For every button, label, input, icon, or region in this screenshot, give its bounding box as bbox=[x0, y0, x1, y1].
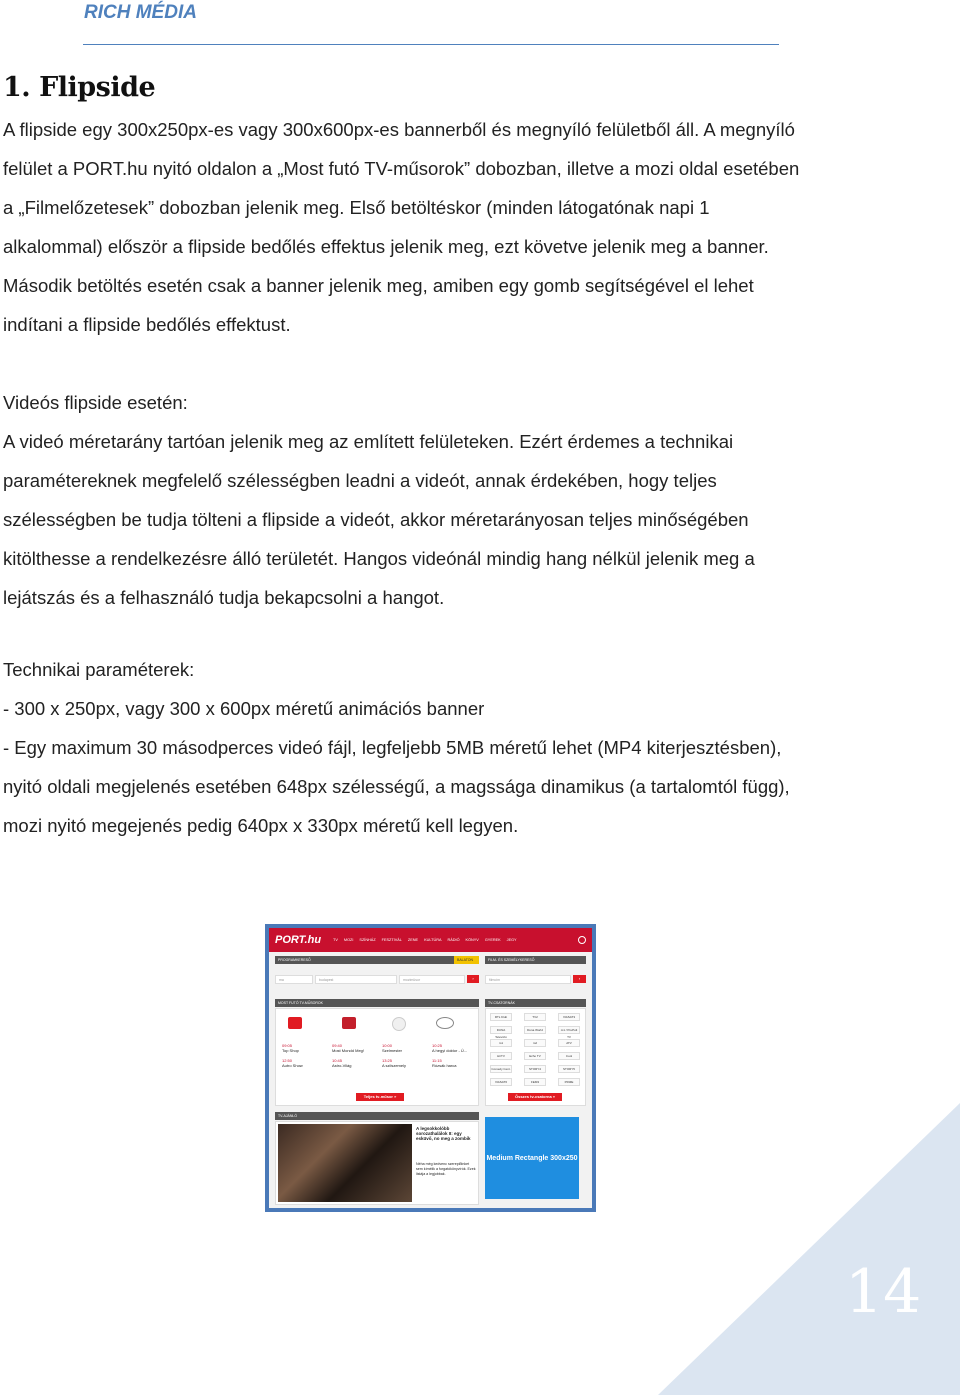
header-brand: RICH MÉDIA bbox=[84, 2, 197, 23]
program-time: 13:25 bbox=[382, 1058, 393, 1063]
field-cinema bbox=[399, 975, 465, 984]
channel-cell: Echo TV bbox=[524, 1052, 546, 1060]
program-time: 09:40 bbox=[332, 1043, 343, 1048]
field-value: filmcím bbox=[489, 978, 501, 982]
nav-item: RÁDIÓ bbox=[447, 938, 460, 942]
tv-box bbox=[275, 1008, 479, 1106]
field-city bbox=[315, 975, 397, 984]
full-tv-button: Teljes tv-műsor » bbox=[356, 1093, 404, 1101]
promo-body: Néha még kedvenc szereplőinket sem kímélik a forgatókönyvírók. Ezek listája a legjobbak. bbox=[416, 1162, 476, 1176]
channel-cell: ATV bbox=[558, 1039, 580, 1047]
field-value: ma bbox=[279, 978, 284, 982]
tv2-logo bbox=[342, 1017, 356, 1029]
program-time: 11:15 bbox=[432, 1058, 442, 1063]
channel-cell: m2 bbox=[524, 1039, 546, 1047]
film-search-bar bbox=[485, 956, 586, 964]
channel-cell: TV2 bbox=[524, 1013, 546, 1021]
text-line: paramétereknek megfelelő szélességben leadni a videót, annak érdekében, hogy teljes bbox=[3, 470, 717, 491]
ad-label: Medium Rectangle 300x250 bbox=[486, 1154, 578, 1162]
program-time: 10:25 bbox=[432, 1043, 443, 1048]
channel-cell: FEM3 bbox=[524, 1078, 546, 1086]
channel-cell: VIASAT6 bbox=[490, 1078, 512, 1086]
box-title-label: TV-AJÁNLÓ bbox=[278, 1114, 298, 1118]
paragraph-technical bbox=[3, 650, 790, 845]
channel3-logo bbox=[392, 1017, 406, 1031]
channel-cell: HirTV bbox=[490, 1052, 512, 1060]
page-number: 14 bbox=[845, 1257, 922, 1327]
channel-cell: m1 bbox=[490, 1039, 512, 1047]
channel-cell: STORY5 bbox=[558, 1065, 580, 1073]
text-line: mozi nyitó megejenés pedig 640px x 330px méretű kell legyen. bbox=[3, 815, 519, 836]
program-title: Rózsák harca bbox=[432, 1063, 457, 1068]
field-film bbox=[485, 975, 571, 984]
program-search-bar bbox=[275, 956, 479, 964]
channel-cell: RTL Klub bbox=[490, 1013, 512, 1021]
nav-item: FESZTIVÁL bbox=[381, 938, 402, 942]
text-line: nyitó oldali megjelenés esetében 648px szélességű, a magssága dinamikus (a tartalomtól függ), bbox=[3, 776, 790, 797]
film-search-button: › bbox=[573, 975, 586, 983]
channel-cell: DUNA Televízió bbox=[490, 1026, 512, 1034]
program-title: Astro-Világ bbox=[332, 1063, 352, 1068]
text-line: szélességben be tudja tölteni a flipside a videót, akkor méretarányosan teljes minőségében bbox=[3, 509, 749, 530]
channel-cell: Cool bbox=[558, 1052, 580, 1060]
text-line: a „Filmelőzetesek” dobozban jelenik meg. Első betöltéskor (minden látogatónak napi 1 bbox=[3, 197, 710, 218]
promo-headline: A legsokkolóbb sorozathalálok II: egy esküvő, no meg a zombik bbox=[416, 1126, 471, 1141]
program-title: A hegyi doktor - Ú... bbox=[432, 1048, 468, 1053]
text-line: lejátszás és a felhasználó tudja bekapcsolni a hangot. bbox=[3, 587, 445, 608]
header-rule bbox=[83, 44, 779, 45]
tv-box-title bbox=[275, 999, 479, 1007]
text-line: Videós flipside esetén: bbox=[3, 392, 188, 413]
box-title-label: MOST FUTÓ TV-MŰSOROK bbox=[278, 1001, 323, 1005]
channel-cell: m1 / PrePolt TV bbox=[558, 1026, 580, 1034]
nav-item: JEGY bbox=[506, 938, 517, 942]
program-slot bbox=[332, 1043, 378, 1068]
nav-item: KULTÚRA bbox=[424, 938, 442, 942]
section-title: 1. Flipside bbox=[3, 72, 156, 103]
search-button: › bbox=[467, 975, 479, 983]
program-time: 10:45 bbox=[332, 1058, 343, 1063]
search-icon bbox=[578, 936, 586, 944]
viasat-logo bbox=[436, 1017, 454, 1029]
all-channels-button: Összes tv-csatorna » bbox=[508, 1093, 562, 1101]
channel-cell: Duna World bbox=[524, 1026, 546, 1034]
nav-item: ZENE bbox=[407, 938, 419, 942]
text-line: A flipside egy 300x250px-es vagy 300x600px-es bannerből és megnyíló felületből áll. A megnyíló bbox=[3, 119, 795, 140]
program-title: Top Shop bbox=[282, 1048, 299, 1053]
nav-item: TV bbox=[333, 938, 338, 942]
field-value: mozimüsor bbox=[403, 978, 421, 982]
field-value: budapest bbox=[319, 978, 334, 982]
text-line: kitölthesse a rendelkezésre álló területét. Hangos videónál mindig hang nélkül jelenik meg a bbox=[3, 548, 755, 569]
nav-item: SZÍNHÁZ bbox=[359, 938, 376, 942]
program-slot bbox=[282, 1043, 328, 1068]
site-navbar bbox=[269, 928, 592, 952]
text-line: Technikai paraméterek: bbox=[3, 659, 195, 680]
site-nav-items bbox=[333, 938, 523, 942]
channel-cell: Comedy Cent. bbox=[491, 1067, 511, 1071]
badge-label: BALATON bbox=[457, 958, 474, 962]
program-title: Most Mondd Meg! bbox=[332, 1048, 365, 1053]
tv-channels-title bbox=[485, 999, 586, 1007]
paragraph-intro bbox=[3, 110, 799, 344]
rtl-logo bbox=[288, 1017, 302, 1029]
text-line: felület a PORT.hu nyitó oldalon a „Most futó TV-műsorok” dobozban, illetve a mozi oldal esetében bbox=[3, 158, 800, 179]
text-line: Második betöltés esetén csak a banner jelenik meg, amiben egy gomb segítségével el lehet bbox=[3, 275, 754, 296]
program-title: Szelmester bbox=[382, 1048, 403, 1053]
medium-rectangle-ad bbox=[485, 1117, 579, 1199]
box-title-label: TV-CSATORNÁK bbox=[488, 1001, 515, 1005]
nav-item: KÖNYV bbox=[465, 938, 479, 942]
text-line: A videó méretarány tartóan jelenik meg az említett felületeken. Ezért érdemes a technikai bbox=[3, 431, 734, 452]
tv-tip-box bbox=[275, 1121, 479, 1205]
balaton-badge bbox=[454, 956, 479, 964]
channel-cell: STORY4 bbox=[524, 1065, 546, 1073]
program-time: 12:50 bbox=[282, 1058, 293, 1063]
program-slot bbox=[382, 1043, 428, 1068]
nav-item: MOZI bbox=[343, 938, 354, 942]
paragraph-video bbox=[3, 383, 755, 617]
port-hu-screenshot bbox=[265, 924, 596, 1212]
text-line: - 300 x 250px, vagy 300 x 600px méretű animációs banner bbox=[3, 698, 485, 719]
channel-cell: PRIZE bbox=[558, 1078, 580, 1086]
field-day bbox=[275, 975, 313, 984]
text-line: indítani a flipside bedőlés effektust. bbox=[3, 314, 291, 335]
bar-label: FILM- ÉS SZEMÉLYKERESŐ bbox=[488, 958, 535, 962]
program-title: Autro Show bbox=[282, 1063, 303, 1068]
text-line: - Egy maximum 30 másodperces videó fájl, legfeljebb 5MB méretű lehet (MP4 kiterjesztésben), bbox=[3, 737, 782, 758]
screenshot-canvas bbox=[269, 928, 592, 1208]
text-line: alkalommal) először a flipside bedőlés effektus jelenik meg, ezt követve jelenik meg a banner. bbox=[3, 236, 769, 257]
tv-channels-box bbox=[485, 1008, 586, 1106]
tv-tip-title bbox=[275, 1112, 479, 1120]
program-slot bbox=[432, 1043, 478, 1068]
bar-label: PROGRAMKERESŐ bbox=[278, 958, 311, 962]
site-logo: PORT.hu bbox=[275, 934, 322, 946]
nav-item: GYEREK bbox=[484, 938, 501, 942]
program-time: 09:05 bbox=[282, 1043, 293, 1048]
channel-cell: VIASAT3 bbox=[558, 1013, 580, 1021]
program-time: 10:00 bbox=[382, 1043, 393, 1048]
promo-image bbox=[278, 1124, 412, 1202]
program-title: A szilszemely bbox=[382, 1063, 407, 1068]
